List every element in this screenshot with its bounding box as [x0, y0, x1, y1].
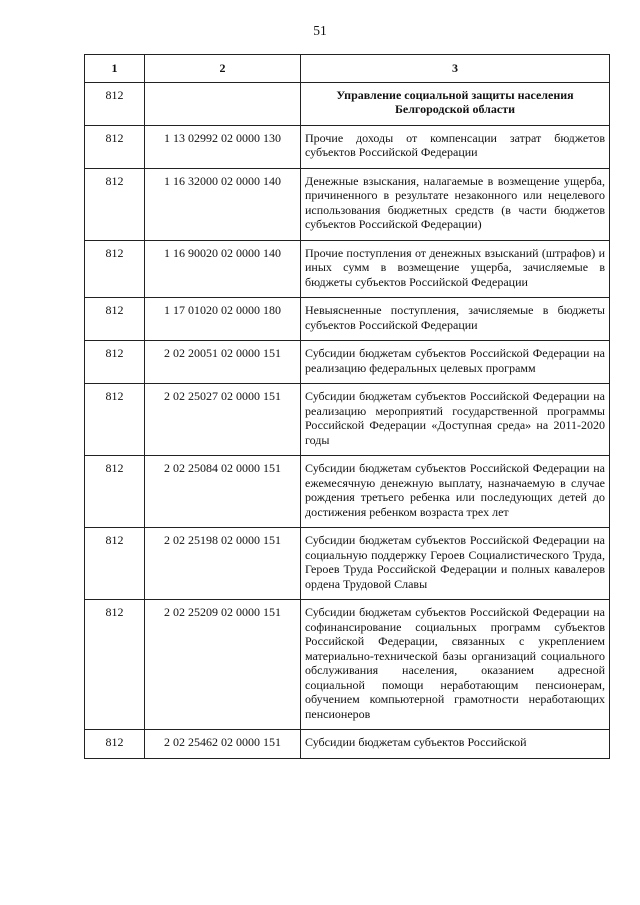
revenue-description-cell: Субсидии бюджетам субъектов Российской Федерации на ежемесячную денежную выплату, назначаемую в случае рождения третьего ребенка или последующих детей до достижения ребенком возраста трех лет	[301, 456, 610, 528]
admin-code-cell: 812	[85, 384, 145, 456]
revenue-description-cell: Невыясненные поступления, зачисляемые в бюджеты субъектов Российской Федерации	[301, 298, 610, 341]
revenue-code-cell: 1 16 32000 02 0000 140	[145, 168, 301, 240]
column-header-2: 2	[145, 55, 301, 83]
revenue-code-cell: 2 02 25462 02 0000 151	[145, 730, 301, 759]
revenue-description-cell: Субсидии бюджетам субъектов Российской Федерации на социальную поддержку Героев Социалистического Труда, Героев Труда Российской Федерации и полных кавалеров ордена Трудовой Славы	[301, 528, 610, 600]
admin-code-cell: 812	[85, 240, 145, 298]
admin-code-cell: 812	[85, 456, 145, 528]
admin-code-cell: 812	[85, 341, 145, 384]
revenue-code-cell: 2 02 25209 02 0000 151	[145, 600, 301, 730]
admin-code-cell: 812	[85, 82, 145, 125]
revenue-description-cell: Денежные взыскания, налагаемые в возмещение ущерба, причиненного в результате незаконного или нецелевого использования бюджетных средств (в части бюджетов субъектов Российской Федерации)	[301, 168, 610, 240]
admin-code-cell: 812	[85, 168, 145, 240]
table-row	[85, 730, 610, 759]
revenue-code-cell: 2 02 25084 02 0000 151	[145, 456, 301, 528]
revenue-code-cell: 2 02 25198 02 0000 151	[145, 528, 301, 600]
table-row	[85, 82, 610, 125]
revenue-code-cell: 1 17 01020 02 0000 180	[145, 298, 301, 341]
admin-code-cell: 812	[85, 125, 145, 168]
department-name-cell: Управление социальной защиты населения Белгородской области	[301, 82, 610, 125]
revenue-code-cell: 2 02 25027 02 0000 151	[145, 384, 301, 456]
table-row	[85, 341, 610, 384]
revenue-description-cell: Субсидии бюджетам субъектов Российской Федерации на реализацию мероприятий государственной программы Российской Федерации «Доступная среда» на 2011-2020 годы	[301, 384, 610, 456]
page-number: 51	[313, 23, 327, 38]
table-header-row	[85, 55, 610, 83]
revenue-description-cell: Прочие поступления от денежных взысканий (штрафов) и иных сумм в возмещение ущерба, зачисляемые в бюджеты субъектов Российской Федерации	[301, 240, 610, 298]
table-row	[85, 298, 610, 341]
column-header-3: 3	[301, 55, 610, 83]
admin-code-cell: 812	[85, 600, 145, 730]
table-row	[85, 168, 610, 240]
revenue-description-cell: Субсидии бюджетам субъектов Российской Федерации на софинансирование социальных программ субъектов Российской Федерации, связанных с укреплением материально-технической базы организаций социального обслуживания населения, оказанием адресной социальной помощи неработающим пенсионерам, обучением компьютерной грамотности неработающих пенсионеров	[301, 600, 610, 730]
column-header-1: 1	[85, 55, 145, 83]
admin-code-cell: 812	[85, 730, 145, 759]
table-row	[85, 456, 610, 528]
revenue-description-cell: Субсидии бюджетам субъектов Российской	[301, 730, 610, 759]
table-row	[85, 600, 610, 730]
revenue-code-cell: 1 16 90020 02 0000 140	[145, 240, 301, 298]
admin-code-cell: 812	[85, 528, 145, 600]
table-row	[85, 384, 610, 456]
revenue-description-cell: Субсидии бюджетам субъектов Российской Федерации на реализацию федеральных целевых программ	[301, 341, 610, 384]
table-row	[85, 528, 610, 600]
table-row	[85, 240, 610, 298]
revenue-code-cell: 1 13 02992 02 0000 130	[145, 125, 301, 168]
revenue-code-cell: 2 02 20051 02 0000 151	[145, 341, 301, 384]
table-row	[85, 125, 610, 168]
revenue-codes-table	[84, 54, 610, 759]
admin-code-cell: 812	[85, 298, 145, 341]
revenue-code-cell	[145, 82, 301, 125]
revenue-description-cell: Прочие доходы от компенсации затрат бюджетов субъектов Российской Федерации	[301, 125, 610, 168]
